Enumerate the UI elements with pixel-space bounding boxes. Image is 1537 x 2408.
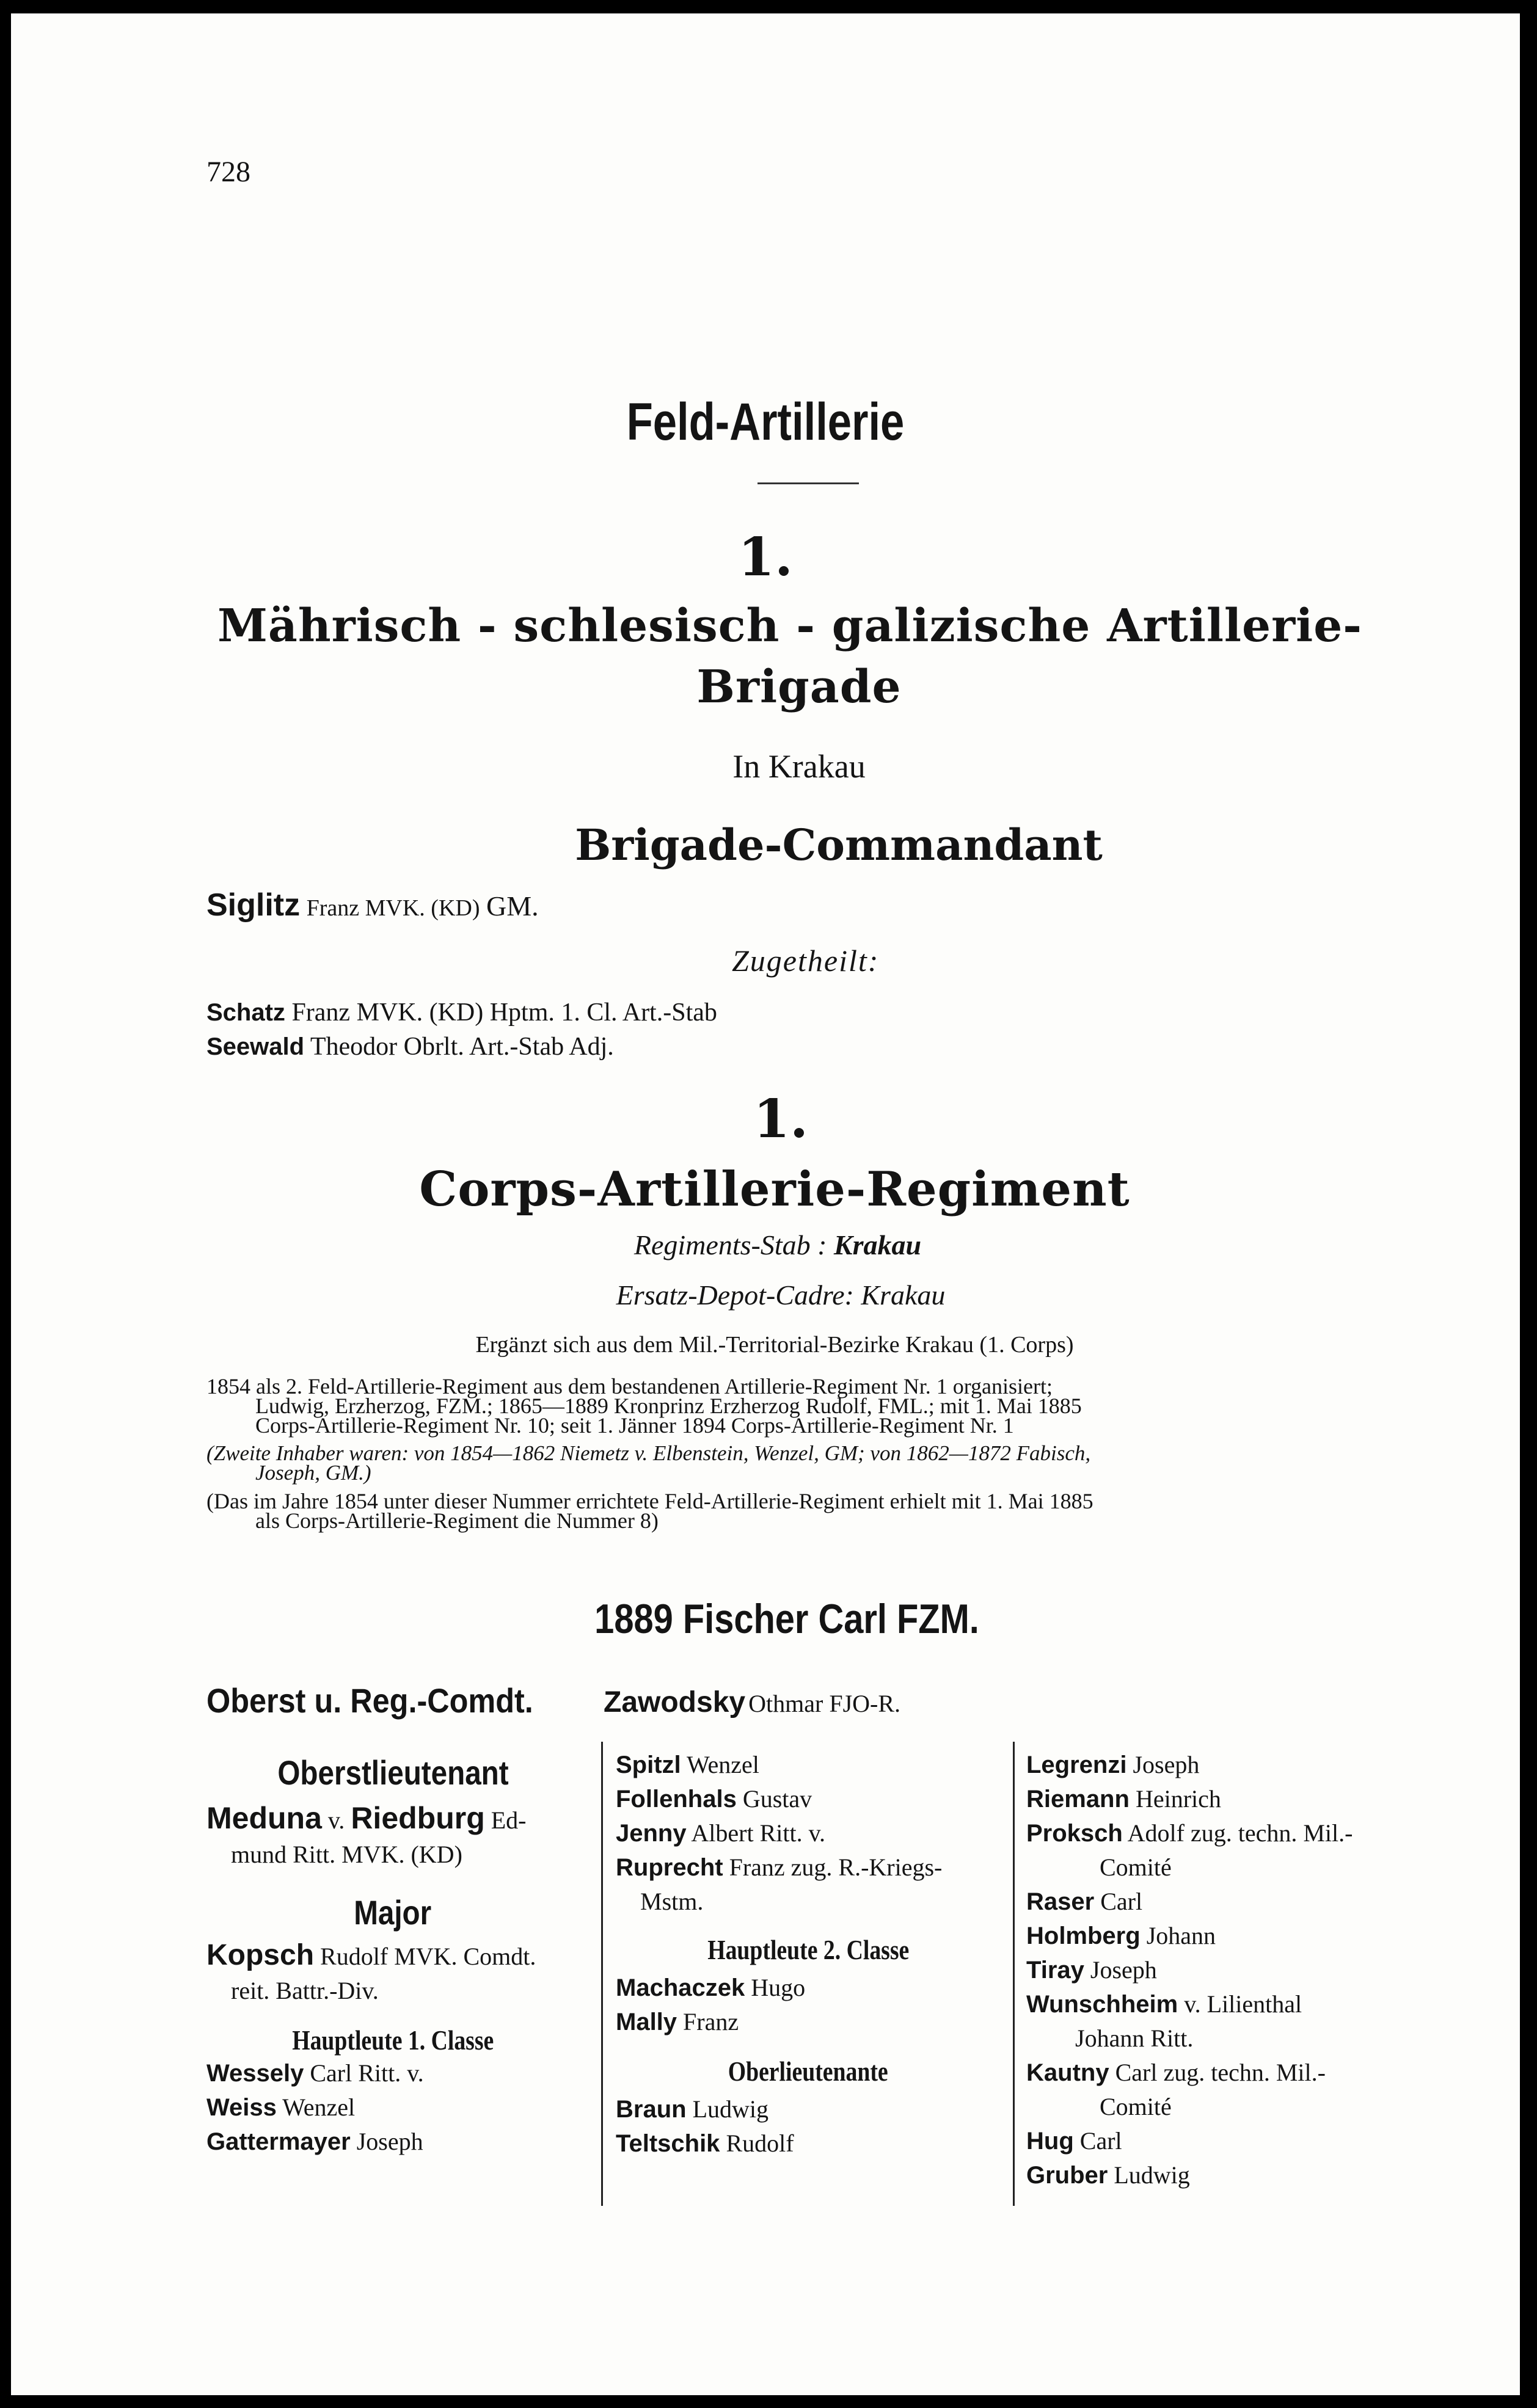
c3-entry-3-details: Adolf zug. techn. Mil.-	[1127, 1819, 1353, 1847]
column-divider-2	[1013, 1742, 1015, 2206]
c3-entry-9-surname: Hug	[1026, 2128, 1074, 2155]
c3-entry-2-surname: Riemann	[1026, 1786, 1130, 1813]
history-line-6: (Das im Jahre 1854 unter dieser Nummer errichtete Feld-Artillerie-Regiment erhielt mit 1. Mai 1885	[206, 1489, 1093, 1513]
brigade-number: 1.	[738, 526, 793, 588]
c3-entry-3-surname: Proksch	[1026, 1820, 1123, 1847]
colonel-details: Othmar FJO-R.	[748, 1690, 901, 1717]
captain-1-details: Carl Ritt. v.	[310, 2059, 424, 2087]
c2-entry-4-cont: Mstm.	[640, 1888, 704, 1915]
assigned-2-details: Theodor Obrlt. Art.-Stab Adj.	[310, 1033, 614, 1061]
lt-colonel-surname2: Riedburg	[351, 1801, 485, 1835]
history-line-4: (Zweite Inhaber waren: von 1854—1862 Niemetz v. Elbenstein, Wenzel, GM; von 1862—1872 Fabisch,	[206, 1441, 1091, 1465]
regiment-depot-line	[42, 1279, 1520, 1311]
major-surname: Kopsch	[206, 1939, 315, 1971]
assigned-heading: Zugetheilt:	[732, 944, 880, 978]
c3-entry-6	[1026, 1953, 1417, 1987]
regiment-chief: 1889 Fischer Carl FZM.	[594, 1596, 979, 1642]
c3-entry-9	[1026, 2124, 1417, 2158]
c3-entry-1-surname: Legrenzi	[1026, 1751, 1127, 1778]
c2-captain-1-details: Hugo	[751, 1974, 806, 2001]
c2-entry-2-details: Gustav	[742, 1785, 812, 1813]
c2-entry-4-details: Franz zug. R.-Kriegs-	[729, 1853, 943, 1881]
major-details-2: reit. Battr.-Div.	[231, 1977, 379, 2004]
lt-colonel-surname: Meduna	[206, 1801, 322, 1835]
commandant-details: Franz MVK. (KD)	[306, 895, 480, 921]
c2-entry-1	[616, 1748, 1001, 1782]
page-number: 728	[206, 156, 250, 188]
c2-oberlt-2-details: Rudolf	[726, 2130, 794, 2157]
brigade-name-line1: Mährisch - schlesisch - galizische Artillerie-	[217, 600, 1363, 652]
c2-captain-1-surname: Machaczek	[616, 1974, 745, 2001]
c2-entry-4-surname: Ruprecht	[616, 1854, 723, 1881]
regiment-staff-line	[35, 1229, 1520, 1261]
commandant-entry	[206, 887, 539, 923]
captains-2-heading: Hauptleute 2. Classe	[707, 1934, 910, 1965]
c2-oberlt-1-details: Ludwig	[692, 2095, 769, 2123]
section-title: Feld-Artillerie	[626, 393, 905, 451]
c3-entry-4-surname: Raser	[1026, 1888, 1095, 1915]
c2-entry-4	[616, 1850, 1001, 1885]
c2-captain-2-details: Franz	[683, 2008, 739, 2035]
lt-colonel-details: mund Ritt. MVK. (KD)	[231, 1841, 462, 1868]
c2-oberlt-1	[616, 2092, 1001, 2126]
commandant-surname: Siglitz	[206, 887, 301, 923]
c3-entry-7	[1026, 1987, 1417, 2021]
c3-entry-3-cont: Comité	[1100, 1853, 1172, 1881]
first-lieutenants-heading: Oberlieutenante	[728, 2056, 888, 2087]
c2-entry-2	[616, 1782, 1001, 1816]
book-page	[11, 13, 1520, 2395]
c3-entry-5-details: Johann	[1146, 1922, 1216, 1949]
commandant-rank: GM.	[486, 890, 539, 922]
major-heading: Major	[354, 1893, 432, 1932]
regiment-depot-city: Krakau	[861, 1279, 946, 1311]
regiment-number: 1.	[753, 1088, 808, 1150]
c3-entry-10-surname: Gruber	[1026, 2162, 1108, 2189]
c3-entry-10-details: Ludwig	[1114, 2161, 1190, 2189]
c3-entry-2	[1026, 1782, 1417, 1816]
assigned-1-details: Franz MVK. (KD) Hptm. 1. Cl. Art.-Stab	[291, 998, 717, 1027]
lt-colonel-prefix: v.	[327, 1806, 345, 1834]
c3-entry-9-details: Carl	[1079, 2127, 1122, 2155]
captain-3-surname: Gattermayer	[206, 2128, 351, 2155]
c2-entry-3-details: Albert Ritt. v.	[691, 1819, 826, 1847]
history-line-7: als Corps-Artillerie-Regiment die Nummer 8)	[255, 1508, 659, 1533]
c3-entry-5-surname: Holmberg	[1026, 1922, 1141, 1949]
column-3	[1026, 1748, 1417, 2192]
c2-oberlt-2-surname: Teltschik	[616, 2130, 720, 2157]
c3-entry-5	[1026, 1919, 1417, 1953]
major-details: Rudolf MVK. Comdt.	[320, 1943, 536, 1970]
assigned-entry-2	[206, 1032, 614, 1061]
c3-entry-4	[1026, 1885, 1417, 1919]
regiment-staff-label: Regiments-Stab :	[633, 1229, 827, 1260]
major-entry	[206, 1938, 579, 1974]
brigade-name-line2: Brigade	[696, 661, 902, 713]
c2-entry-1-surname: Spitzl	[616, 1751, 681, 1778]
c3-entry-1	[1026, 1748, 1417, 1782]
captain-2-details: Wenzel	[282, 2093, 356, 2121]
c3-entry-6-details: Joseph	[1090, 1956, 1157, 1984]
captain-2-surname: Weiss	[206, 2094, 277, 2121]
title-rule	[758, 482, 859, 484]
lt-colonel-heading: Oberstlieutenant	[277, 1753, 509, 1792]
captain-2-entry	[206, 2090, 579, 2125]
c3-entry-8	[1026, 2056, 1417, 2090]
captain-1-surname: Wessely	[206, 2060, 304, 2087]
c3-entry-8-surname: Kautny	[1026, 2059, 1109, 2086]
captain-1-entry	[206, 2056, 579, 2090]
assigned-entry-1	[206, 998, 717, 1027]
c2-captain-1	[616, 1971, 1001, 2005]
c2-entry-3-surname: Jenny	[616, 1820, 687, 1847]
assigned-2-surname: Seewald	[206, 1033, 305, 1060]
brigade-location: In Krakau	[732, 748, 866, 785]
history-line-1: 1854 als 2. Feld-Artillerie-Regiment aus dem bestandenen Artillerie-Regiment Nr. 1 organisiert;	[206, 1374, 1053, 1399]
regiment-name: Corps-Artillerie-Regiment	[419, 1162, 1130, 1217]
history-line-2: Ludwig, Erzherzog, FZM.; 1865—1889 Kronprinz Erzherzog Rudolf, FML.; mit 1. Mai 1885	[255, 1394, 1082, 1418]
colonel-entry	[604, 1686, 900, 1719]
c2-captain-2-surname: Mally	[616, 2009, 677, 2035]
lt-colonel-entry	[206, 1801, 579, 1838]
c3-entry-1-details: Joseph	[1133, 1751, 1200, 1778]
c2-entry-1-details: Wenzel	[686, 1751, 759, 1778]
history-line-5: Joseph, GM.)	[255, 1461, 371, 1485]
c3-entry-2-details: Heinrich	[1135, 1785, 1221, 1813]
c3-entry-10	[1026, 2158, 1417, 2192]
colonel-heading	[206, 1681, 569, 1720]
c3-entry-3	[1026, 1816, 1417, 1850]
c3-entry-8-cont: Comité	[1100, 2093, 1172, 2120]
c3-entry-7-cont: Johann Ritt.	[1075, 2024, 1194, 2052]
c2-entry-2-surname: Follenhals	[616, 1786, 737, 1813]
history-line-3: Corps-Artillerie-Regiment Nr. 10; seit 1. Jänner 1894 Corps-Artillerie-Regiment Nr. 1	[255, 1413, 1014, 1438]
colonel-label: Oberst u. Reg.-Comdt.	[206, 1681, 533, 1720]
column-1	[206, 1753, 579, 2159]
captains-1-heading: Hauptleute 1. Classe	[291, 2024, 494, 2056]
lt-colonel-given-1: Ed-	[491, 1806, 527, 1834]
c2-oberlt-2	[616, 2126, 1001, 2161]
column-2	[616, 1748, 1001, 2161]
colonel-surname: Zawodsky	[604, 1686, 746, 1719]
c2-oberlt-1-surname: Braun	[616, 2096, 687, 2123]
captain-3-entry	[206, 2125, 579, 2159]
commandant-heading: Brigade-Commandant	[575, 820, 1103, 870]
regiment-depot-label: Ersatz-Depot-Cadre:	[616, 1279, 854, 1311]
regiment-recruitment: Ergänzt sich aus dem Mil.-Territorial-Bezirke Krakau (1. Corps)	[475, 1332, 1074, 1358]
c3-entry-4-details: Carl	[1100, 1888, 1143, 1915]
c3-entry-6-surname: Tiray	[1026, 1957, 1084, 1984]
regiment-staff-city: Krakau	[833, 1229, 922, 1260]
c2-entry-3	[616, 1816, 1001, 1850]
c3-entry-8-details: Carl zug. techn. Mil.-	[1115, 2059, 1326, 2086]
c3-entry-7-details: v. Lilienthal	[1184, 1990, 1302, 2018]
captain-3-details: Joseph	[356, 2128, 423, 2155]
column-divider-1	[601, 1742, 603, 2206]
c3-entry-7-surname: Wunschheim	[1026, 1991, 1178, 2018]
c2-captain-2	[616, 2005, 1001, 2039]
assigned-1-surname: Schatz	[206, 999, 285, 1026]
